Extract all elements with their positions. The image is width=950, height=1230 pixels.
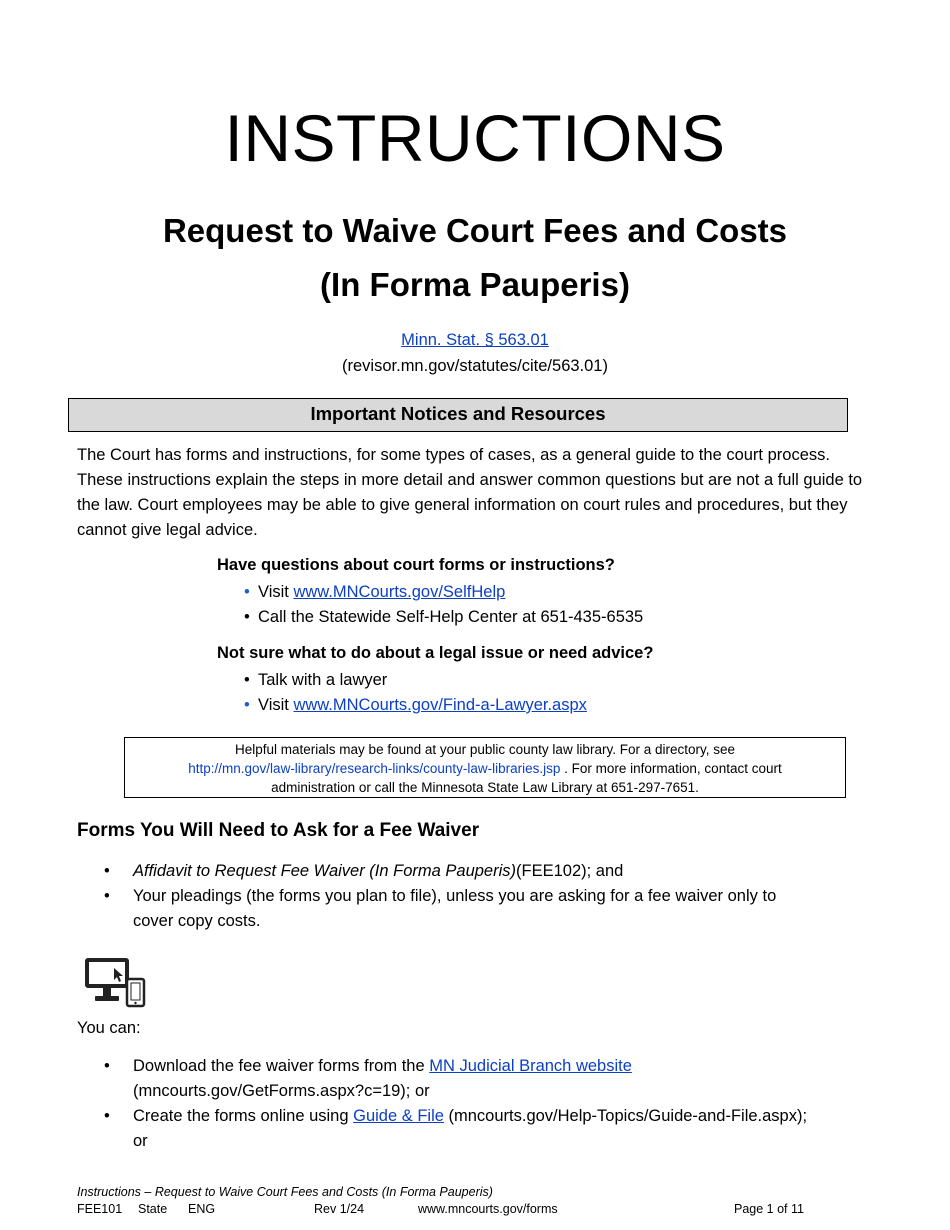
statute-url-text: (revisor.mn.gov/statutes/cite/563.01)	[342, 357, 608, 375]
law-library-link[interactable]: http://mn.gov/law-library/research-links/county-law-libraries.jsp	[188, 761, 561, 776]
forms-needed-heading: Forms You Will Need to Ask for a Fee Waiver	[77, 820, 480, 841]
selfhelp-phone-text: Call the Statewide Self-Help Center at 651-435-6535	[258, 608, 644, 626]
bullet-icon: •	[244, 671, 250, 689]
document-subtitle-latin: (In Forma Pauperis)	[320, 266, 630, 303]
bullet-icon: •	[104, 1107, 110, 1125]
document-title: INSTRUCTIONS	[224, 101, 726, 175]
selfhelp-link[interactable]: www.MNCourts.gov/SelfHelp	[293, 583, 506, 601]
bullet-icon: •	[104, 862, 110, 880]
law-library-notice	[124, 737, 846, 798]
pleadings-text-line2: cover copy costs.	[133, 912, 261, 930]
library-line-2-rest: . For more information, contact court	[560, 761, 782, 776]
footer-language: ENG	[188, 1202, 216, 1216]
bullet-icon: •	[104, 1057, 110, 1075]
document-subtitle: Request to Waive Court Fees and Costs	[162, 212, 788, 249]
find-lawyer-link[interactable]: www.MNCourts.gov/Find-a-Lawyer.aspx	[293, 696, 587, 714]
forms-needed-list	[104, 859, 864, 934]
bullet-icon: •	[104, 887, 110, 905]
computer-and-phone-icon	[83, 956, 147, 1008]
statute-link[interactable]: Minn. Stat. § 563.01	[401, 331, 549, 349]
footer-website: www.mncourts.gov/forms	[418, 1202, 558, 1216]
library-line-1: Helpful materials may be found at your public county law library. For a directory, see	[235, 742, 735, 757]
list-item	[104, 859, 864, 884]
visit-label: Visit	[258, 583, 294, 601]
intro-paragraph: The Court has forms and instructions, for some types of cases, as a general guide to the court process. These instructions explain the steps in more detail and answer common questions but are not a full guide to the law. Court employees may be able to give general information on court rules and procedures, but they cannot give legal advice.	[77, 446, 863, 539]
library-line-2	[125, 759, 845, 778]
guide-and-file-url-text: (mncourts.gov/Help-Topics/Guide-and-File.aspx);	[443, 1107, 808, 1125]
statute-citation	[0, 331, 950, 350]
list-item	[104, 884, 864, 934]
create-forms-text: Create the forms online using	[133, 1107, 354, 1125]
affidavit-form-name: Affidavit to Request Fee Waiver (In Forma Pauperis)	[133, 862, 517, 880]
legal-advice-list	[244, 668, 587, 718]
list-item	[104, 1054, 864, 1104]
you-can-label: You can:	[77, 1019, 141, 1037]
footer-document-title: Instructions – Request to Waive Court Fees and Costs (In Forma Pauperis)	[77, 1185, 493, 1199]
bullet-icon: •	[244, 583, 250, 601]
footer-scope: State	[138, 1202, 168, 1216]
get-forms-options-list	[104, 1054, 864, 1154]
library-line-3: administration or call the Minnesota State Law Library at 651-297-7651.	[271, 780, 699, 795]
footer-page-number: Page 1 of 11	[734, 1202, 804, 1216]
visit-label: Visit	[258, 696, 294, 714]
or-text: or	[133, 1132, 148, 1150]
list-item	[244, 668, 587, 693]
affidavit-form-code: (FEE102); and	[516, 862, 624, 880]
bullet-icon: •	[244, 696, 250, 714]
pleadings-text-line1: Your pleadings (the forms you plan to file), unless you are asking for a fee waiver only to	[133, 887, 777, 905]
footer-revision: Rev 1/24	[314, 1202, 365, 1216]
talk-lawyer-text: Talk with a lawyer	[258, 671, 388, 689]
list-item	[244, 580, 643, 605]
footer-form-code: FEE101	[77, 1202, 123, 1216]
forms-questions-list	[244, 580, 643, 630]
judicial-branch-website-link[interactable]: MN Judicial Branch website	[429, 1057, 632, 1075]
guide-and-file-link[interactable]: Guide & File	[353, 1107, 444, 1125]
download-forms-text: Download the fee waiver forms from the	[133, 1057, 430, 1075]
list-item	[244, 693, 587, 718]
list-item	[244, 605, 643, 630]
bullet-icon: •	[244, 608, 250, 626]
notices-banner: Important Notices and Resources	[68, 398, 848, 432]
legal-advice-heading: Not sure what to do about a legal issue or need advice?	[217, 644, 654, 662]
getforms-url-text: (mncourts.gov/GetForms.aspx?c=19); or	[133, 1082, 430, 1100]
forms-questions-heading: Have questions about court forms or instructions?	[217, 556, 615, 574]
list-item	[104, 1104, 864, 1154]
